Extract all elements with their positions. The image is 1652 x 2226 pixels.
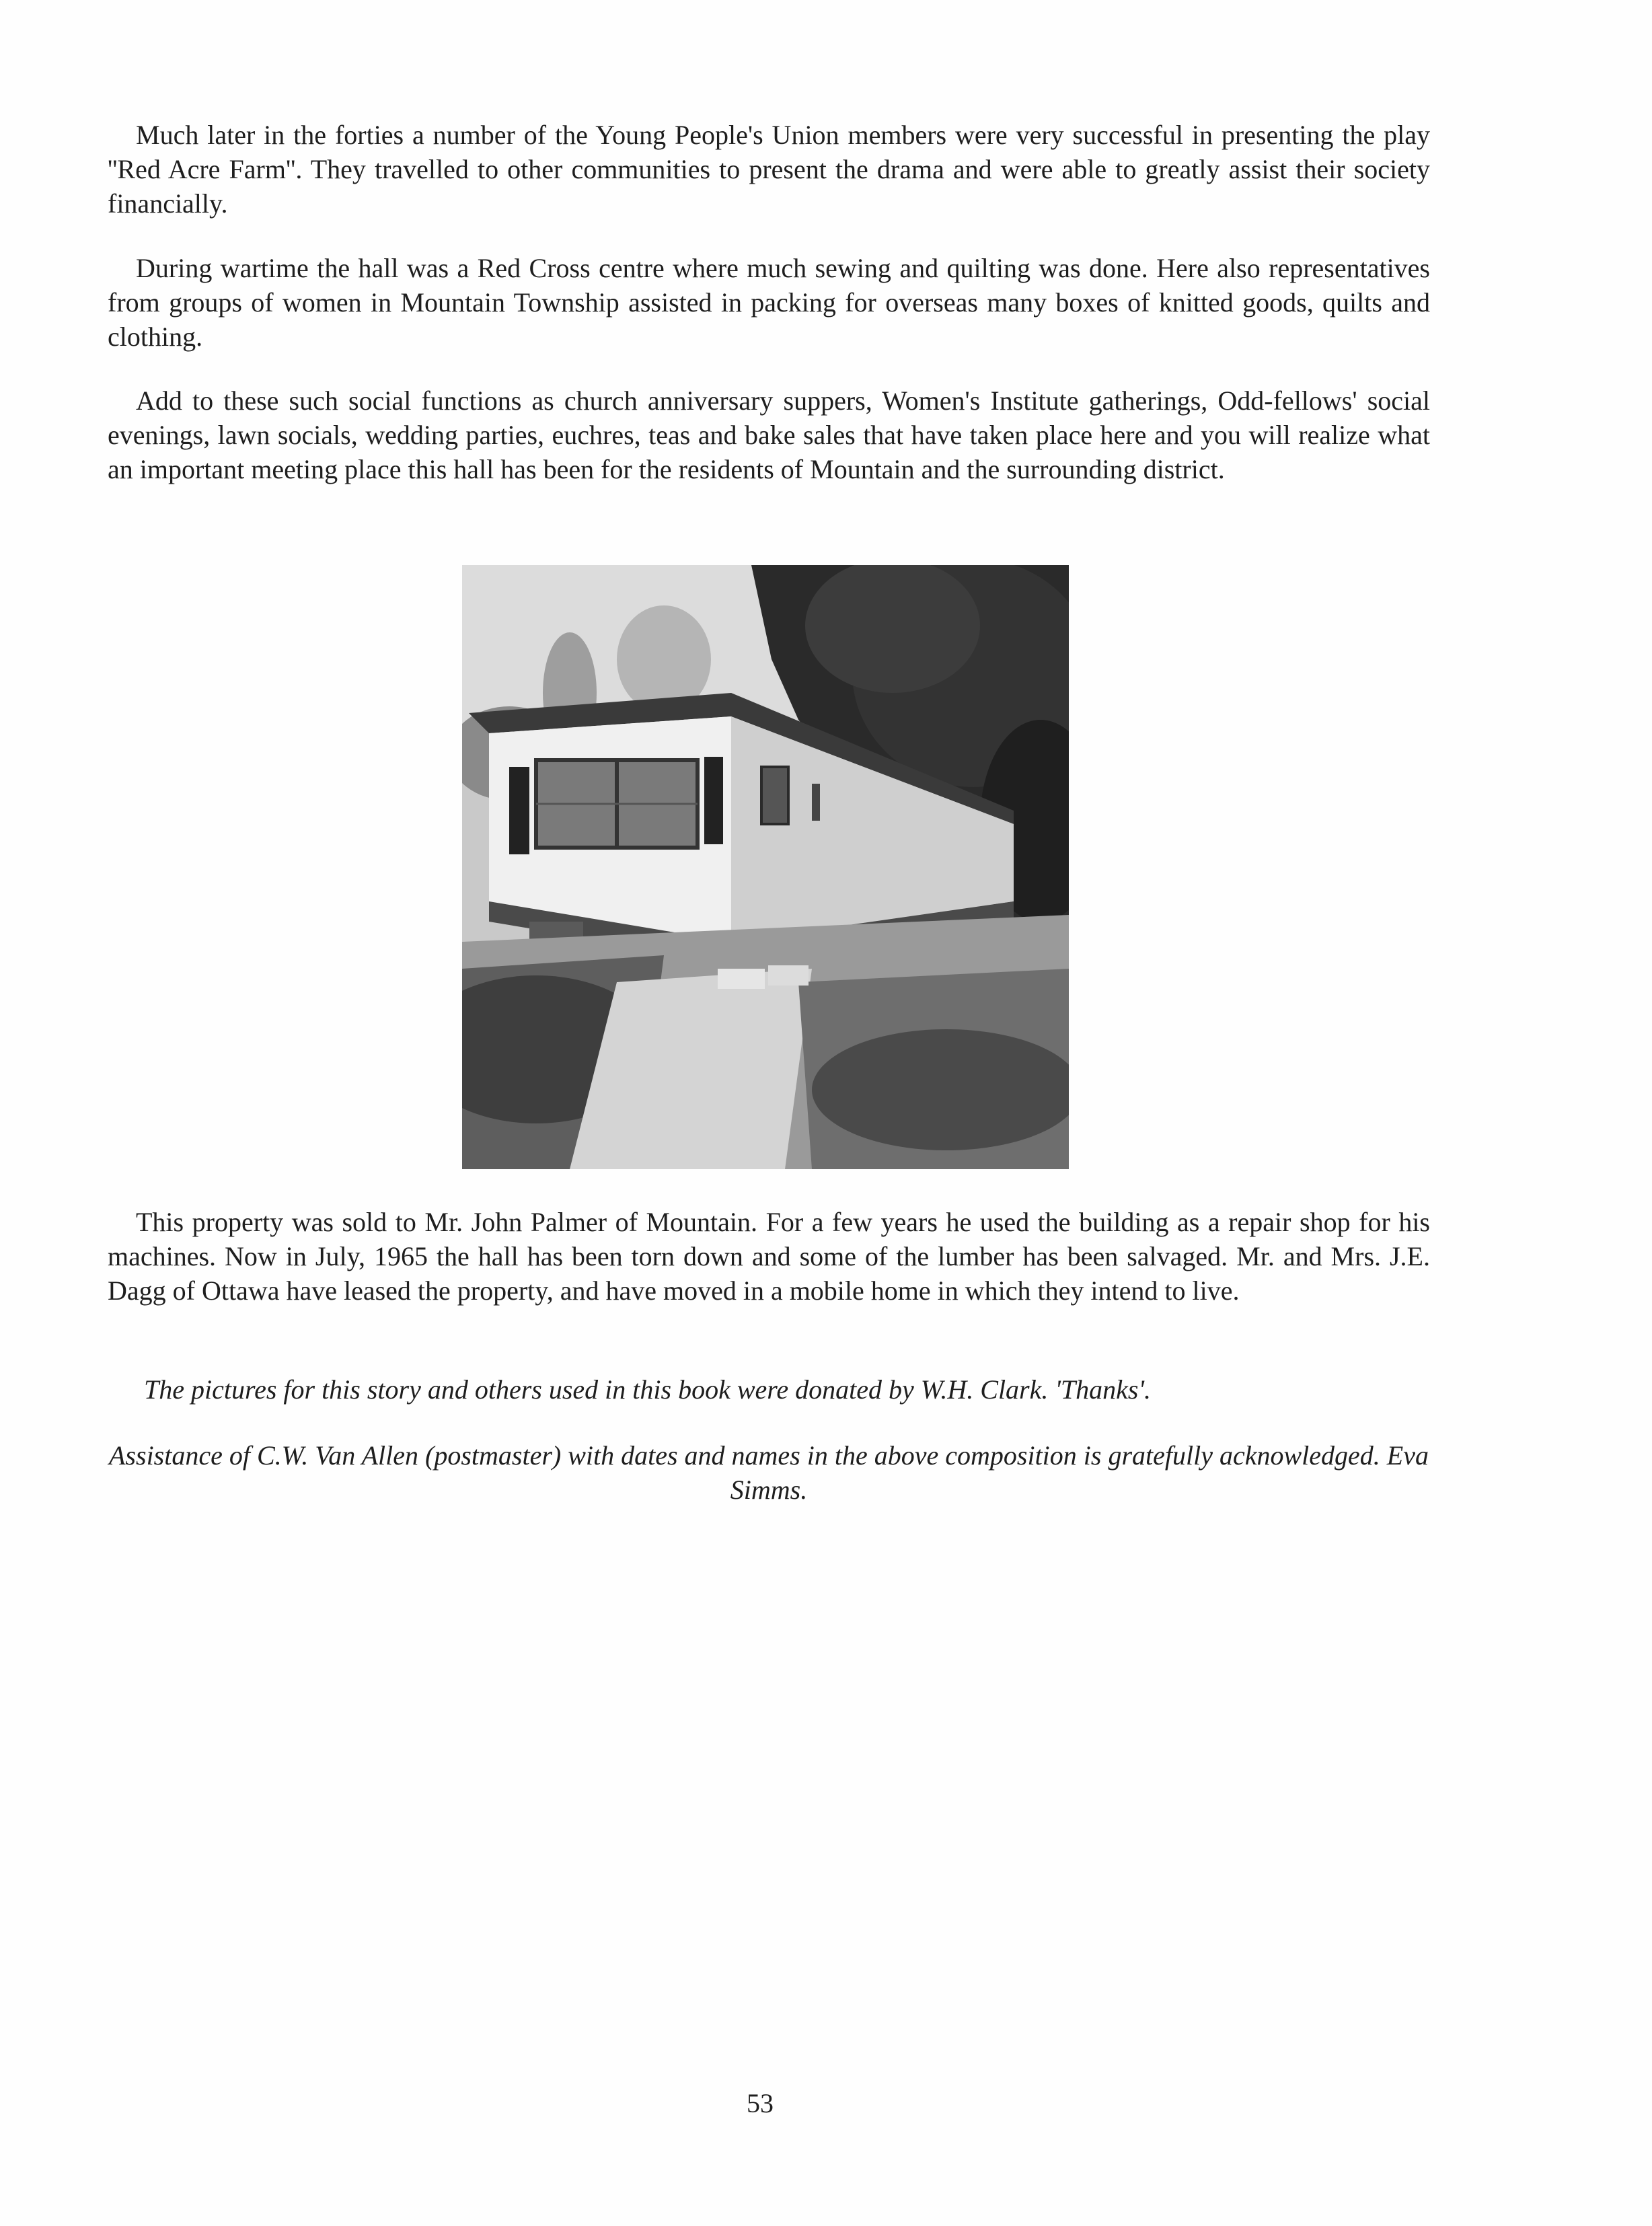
- mobile-home-photo-illustration: [462, 565, 1069, 1169]
- paragraph-young-peoples-union: [108, 118, 1430, 221]
- paragraph-text: Much later in the forties a number of the Young People's Union members were very successful in presenting the play ''Red Acre Farm''. They travelled to other communities to present the drama and were able to greatly assist their society financially.: [108, 120, 1430, 219]
- paragraph-text: This property was sold to Mr. John Palmer of Mountain. For a few years he used the building as a repair shop for his machines. Now in July, 1965 the hall has been torn down and some of the lumber has been salvaged. Mr. and Mrs. J.E. Dagg of Ottawa have leased the property, and have moved in a mobile home in which they intend to live.: [108, 1207, 1430, 1306]
- page-number: 53: [747, 2088, 774, 2118]
- paragraph-text: Add to these such social functions as church anniversary suppers, Women's Institute gatherings, Odd-fellows' social evenings, lawn socials, wedding parties, euchres, teas and bake sales that have taken place here and you will realize what an important meeting place this hall has been for the residents of Mountain and the surrounding district.: [108, 385, 1430, 484]
- paragraph-property-sold: [108, 1205, 1430, 1308]
- paragraph-social-functions: [108, 383, 1430, 486]
- photo-credit: The pictures for this story and others used in this book were donated by W.H. Clark. 'Thanks'.: [144, 1374, 1152, 1405]
- mobile-home-photo: [462, 565, 1069, 1169]
- paragraph-text: During wartime the hall was a Red Cross centre where much sewing and quilting was done. Here also representatives from groups of women in Mountain Township assisted in packing for overseas many boxes of knitted goods, quilts and clothing.: [108, 253, 1430, 352]
- acknowledgement: Assistance of C.W. Van Allen (postmaster) with dates and names in the above composition is gratefully acknowledged. Eva Simms.: [109, 1440, 1429, 1505]
- paragraph-red-cross-centre: [108, 251, 1430, 354]
